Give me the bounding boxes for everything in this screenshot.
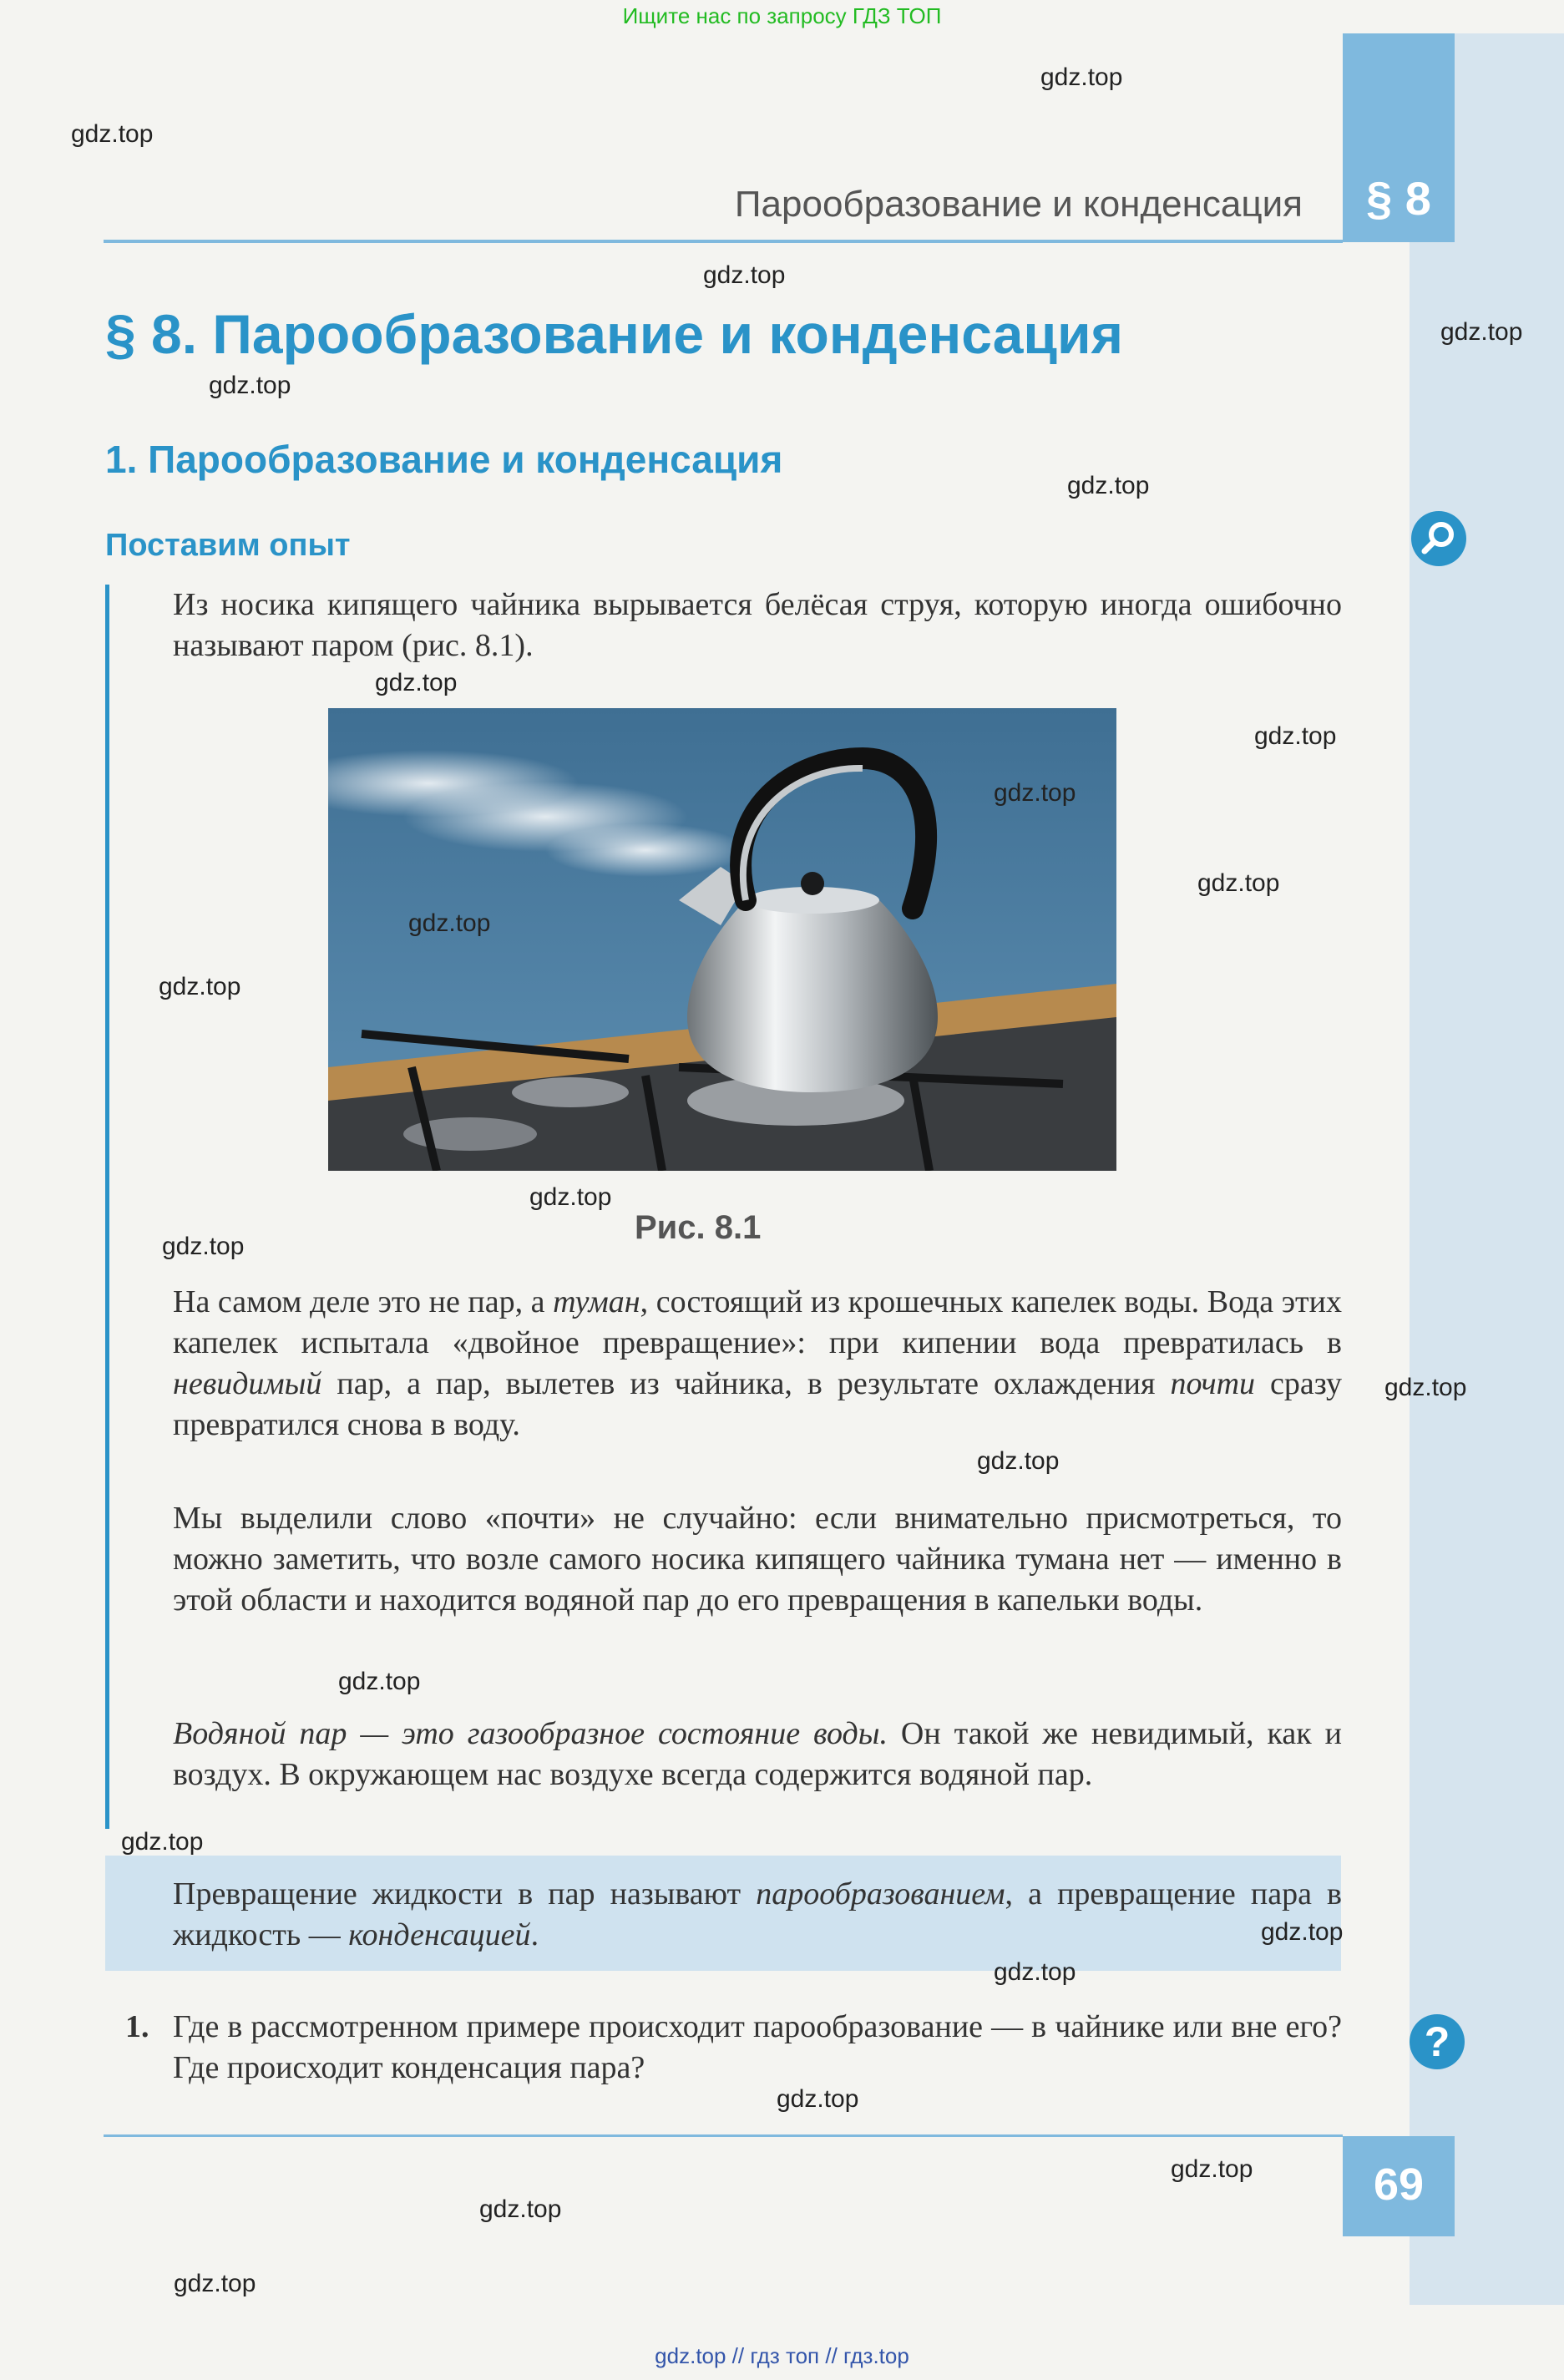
question-number: 1. [125,2009,149,2044]
running-header: Парообразование и конденсация [734,184,1303,225]
watermark: gdz.top [162,1233,245,1260]
paragraph-3: Мы выделили слово «почти» не случайно: если внимательно присмотреться, то можно заметить, что возле самого носика кипящего чайника тумана нет — именно в этой области и находится водяной пар до его превращения в капельки воды. [173,1501,1342,1618]
footer-divider [104,2134,1343,2137]
question-text: Где в рассмотренном примере происходит парообразование — в чайнике или вне его? Где происходит конденсация пара? [173,2009,1342,2085]
watermark: gdz.top [994,1958,1076,1986]
experiment-marker-bar [105,585,109,1829]
header-divider [104,240,1343,243]
paragraph-2: На самом деле это не пар, а туман, состоящий из крошечных капелек воды. Вода этих капелек испытала «двойное превращение»: при кипении вода превратилась в невидимый пар, а пар, вылетев из чайника, в результате охлаждения почти сразу превратился снова в воду. [173,1284,1342,1442]
search-icon [1411,511,1466,566]
watermark: gdz.top [994,779,1076,807]
figure-caption: Рис. 8.1 [635,1209,762,1246]
watermark: gdz.top [1171,2155,1253,2183]
watermark: gdz.top [479,2195,562,2223]
watermark: gdz.top [1261,1918,1344,1946]
watermark: gdz.top [703,261,786,289]
section-tab-label: § 8 [1366,172,1431,225]
watermark: gdz.top [529,1183,612,1211]
watermark: gdz.top [209,372,291,399]
page-margin-strip [1410,33,1564,2305]
watermark: gdz.top [1067,472,1150,499]
question-icon: ? [1410,2014,1465,2069]
page-number: 69 [1373,2160,1425,2210]
paragraph-1: Из носика кипящего чайника вырывается белёсая струя, которую иногда ошибочно называют паром (рис. 8.1). [173,587,1342,663]
subsection-title: 1. Парообразование и конденсация [105,438,783,481]
experiment-heading: Поставим опыт [105,528,351,563]
definition-text: Превращение жидкости в пар называют парообразованием, а превращение пара в жидкость — конденсацией. [173,1876,1343,1952]
watermark: gdz.top [408,909,491,937]
watermark: gdz.top [1040,63,1123,91]
watermark: gdz.top [777,2085,859,2113]
paragraph-4: Водяной пар — это газообразное состояние воды. Он такой же невидимый, как и воздух. В окружающем нас воздухе всегда содержится водяной пар. [173,1716,1342,1792]
watermark: gdz.top [174,2270,256,2297]
watermark: gdz.top [1254,722,1337,750]
watermark: gdz.top [159,973,241,1000]
watermark: gdz.top [1384,1374,1467,1401]
watermark: gdz.top [1197,869,1280,897]
top-banner[interactable]: Ищите нас по запросу ГДЗ ТОП [622,3,942,28]
watermark: gdz.top [338,1668,421,1695]
watermark: gdz.top [375,669,458,696]
watermark: gdz.top [71,120,154,148]
watermark: gdz.top [121,1828,204,1856]
watermark: gdz.top [1440,318,1523,346]
bottom-banner[interactable]: gdz.top // гдз топ // гдз.top [655,2343,909,2368]
watermark: gdz.top [977,1447,1060,1475]
section-title: § 8. Парообразование и конденсация [105,303,1124,365]
kettle-photo [328,708,1116,1171]
